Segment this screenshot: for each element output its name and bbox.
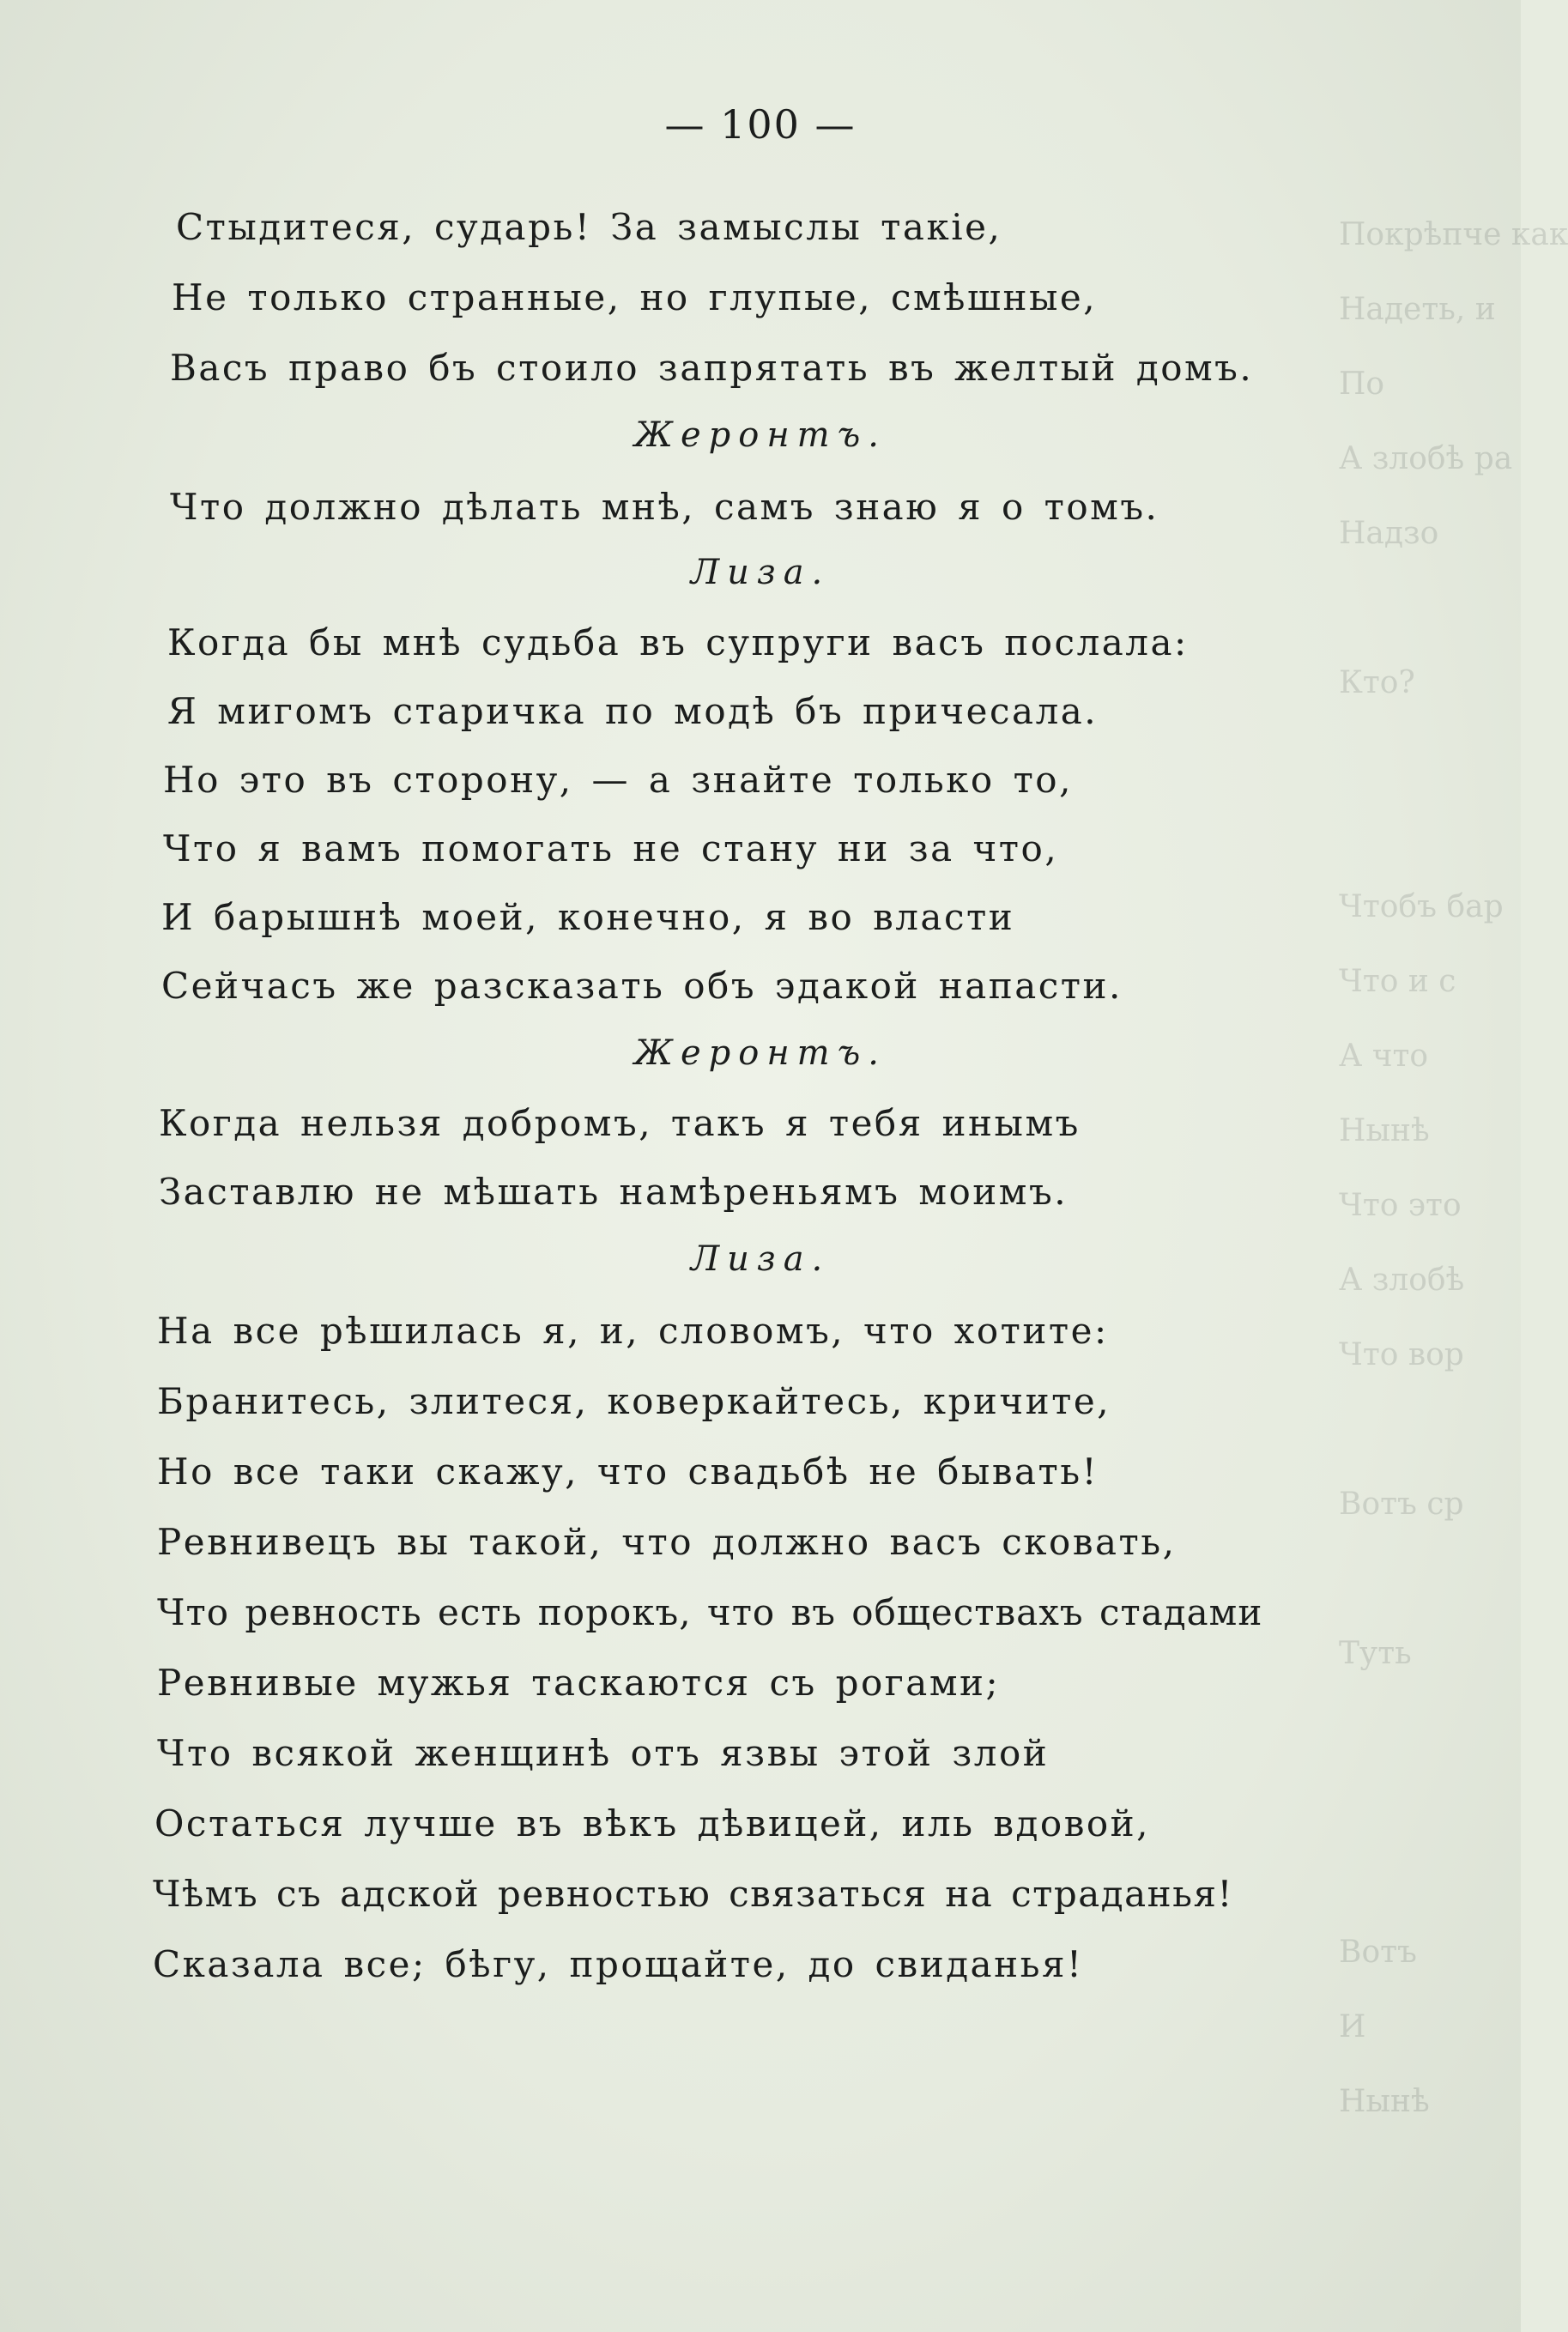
verse-line: Бранитесь, злитеся, коверкайтесь, кричите, (157, 1380, 1111, 1422)
verse-line: Стыдитеся, сударь! За замыслы такіе, (176, 206, 1002, 248)
page-number: — 100 — (664, 101, 857, 148)
verse-line: Остаться лучше въ вѣкъ дѣвицей, иль вдовой, (154, 1802, 1150, 1844)
speaker-name: Лиза. (690, 553, 831, 592)
verse-line: Что всякой женщинѣ отъ язвы этой злой (157, 1732, 1050, 1774)
verse-line: Сказала все; бѣгу, прощайте, до свиданья! (153, 1943, 1084, 1985)
speaker-name: Жеронтъ. (634, 415, 887, 455)
verse-line: Не только странные, но глупые, смѣшные, (172, 276, 1098, 318)
verse-line: Васъ право бъ стоило запрятать въ желтый домъ. (170, 347, 1254, 389)
verse-line: На все рѣшилась я, и, словомъ, что хотите: (157, 1310, 1109, 1352)
verse-line: Ревнивецъ вы такой, что должно васъ сковать, (157, 1521, 1177, 1563)
verse-line: Когда бы мнѣ судьба въ супруги васъ послала: (167, 621, 1189, 663)
verse-line: Что должно дѣлать мнѣ, самъ знаю я о томъ. (170, 486, 1159, 528)
speaker-name: Жеронтъ. (634, 1033, 887, 1073)
verse-line: Я мигомъ старичка по модѣ бъ причесала. (167, 690, 1099, 732)
verse-line: Что ревность есть порокъ, что въ обществахъ стадами (157, 1591, 1263, 1633)
bleed-through-text: Покрѣпче как Надеть, и По А злобѣ ра Надзо Кто? Чтобъ бар Что и с А что Нынѣ Что это А злобѣ Что вор Вотъ ср Туть Вотъ И Нынѣ (1339, 217, 1568, 2119)
verse-line: Когда нельзя добромъ, такъ я тебя инымъ (159, 1102, 1081, 1144)
speaker-name: Лиза. (690, 1239, 831, 1279)
verse-line: Заставлю не мѣшать намѣреньямъ моимъ. (159, 1171, 1069, 1213)
verse-line: Сейчасъ же разсказать объ эдакой напасти. (161, 965, 1123, 1007)
verse-line: Но это въ сторону, — а знайте только то, (163, 759, 1073, 801)
verse-line: Чѣмъ съ адской ревностью связаться на страданья! (153, 1873, 1233, 1915)
verse-line: Ревнивые мужья таскаются съ рогами; (157, 1662, 1001, 1704)
verse-line: Но все таки скажу, что свадьбѣ не бывать! (157, 1451, 1099, 1493)
verse-line: И барышнѣ моей, конечно, я во власти (161, 896, 1015, 938)
verse-line: Что я вамъ помогать не стану ни за что, (163, 827, 1059, 869)
